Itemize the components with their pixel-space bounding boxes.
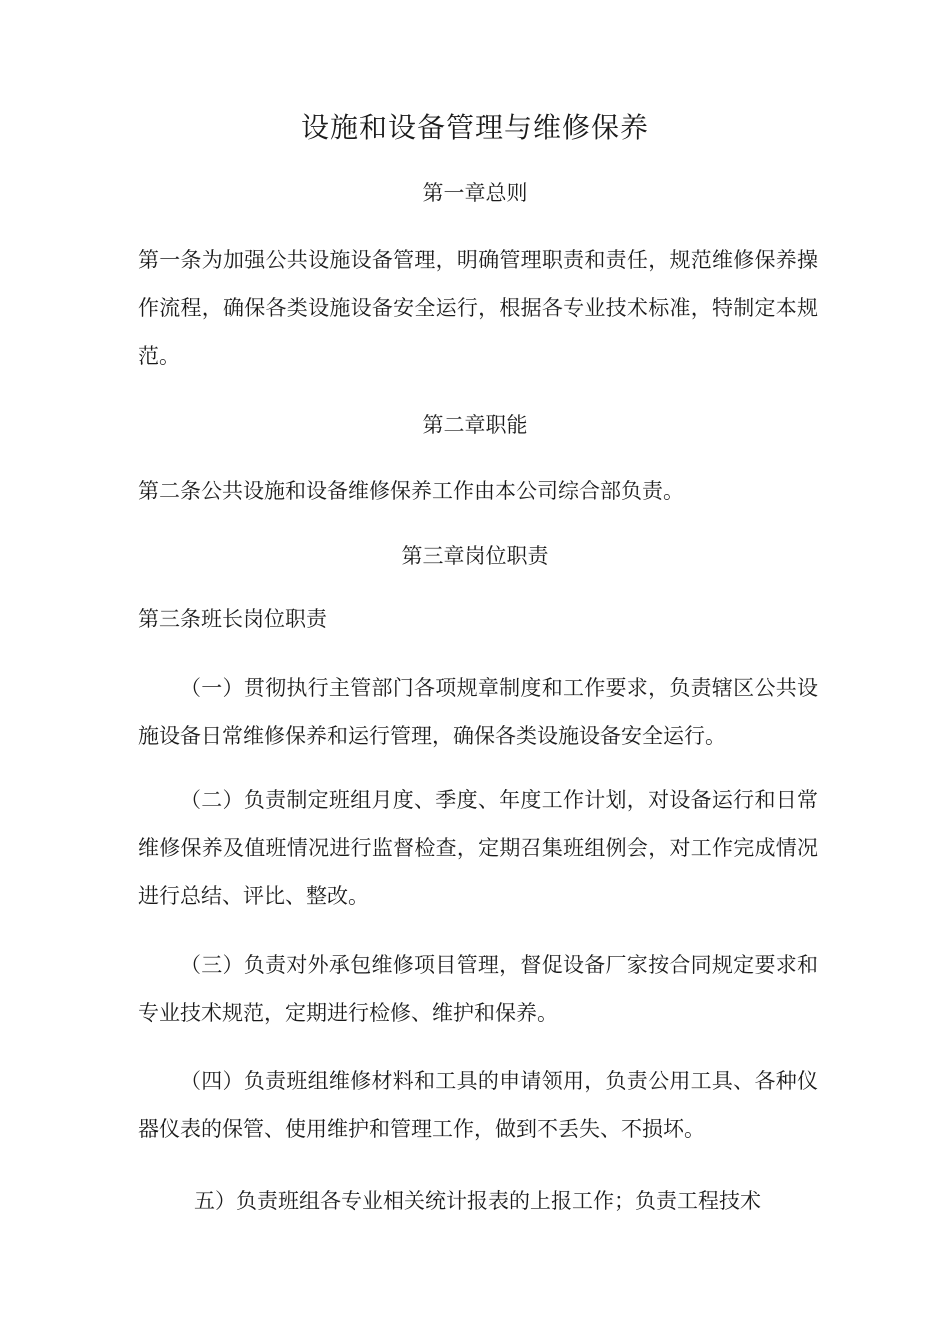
duty-item-3: （三）负责对外承包维修项目管理，督促设备厂家按合同规定要求和专业技术规范，定期进行检修、维护和保养。	[138, 953, 818, 1025]
article-2: 第二条公共设施和设备维修保养工作由本公司综合部负责。	[138, 479, 684, 503]
duty-item-5: 五）负责班组各专业相关统计报表的上报工作；负责工程技术	[194, 1189, 761, 1213]
chapter-3-heading: 第三章岗位职责	[401, 544, 549, 568]
duty-item-1: （一）贯彻执行主管部门各项规章制度和工作要求，负责辖区公共设施设备日常维修保养和运行管理，确保各类设施设备安全运行。	[138, 676, 818, 748]
chapter-2-heading: 第二章职能	[422, 413, 528, 437]
document-title: 设施和设备管理与维修保养	[300, 111, 649, 144]
duty-item-2: （二）负责制定班组月度、季度、年度工作计划，对设备运行和日常维修保养及值班情况进行监督检查，定期召集班组例会，对工作完成情况进行总结、评比、整改。	[138, 788, 818, 908]
article-1: 第一条为加强公共设施设备管理，明确管理职责和责任，规范维修保养操作流程，确保各类设施设备安全运行，根据各专业技术标准，特制定本规范。	[138, 248, 818, 368]
chapter-1-heading: 第一章总则	[422, 181, 528, 205]
duty-item-4: （四）负责班组维修材料和工具的申请领用，负责公用工具、各种仪器仪表的保管、使用维护和管理工作，做到不丢失、不损坏。	[138, 1069, 818, 1141]
article-3-heading: 第三条班长岗位职责	[138, 607, 327, 631]
